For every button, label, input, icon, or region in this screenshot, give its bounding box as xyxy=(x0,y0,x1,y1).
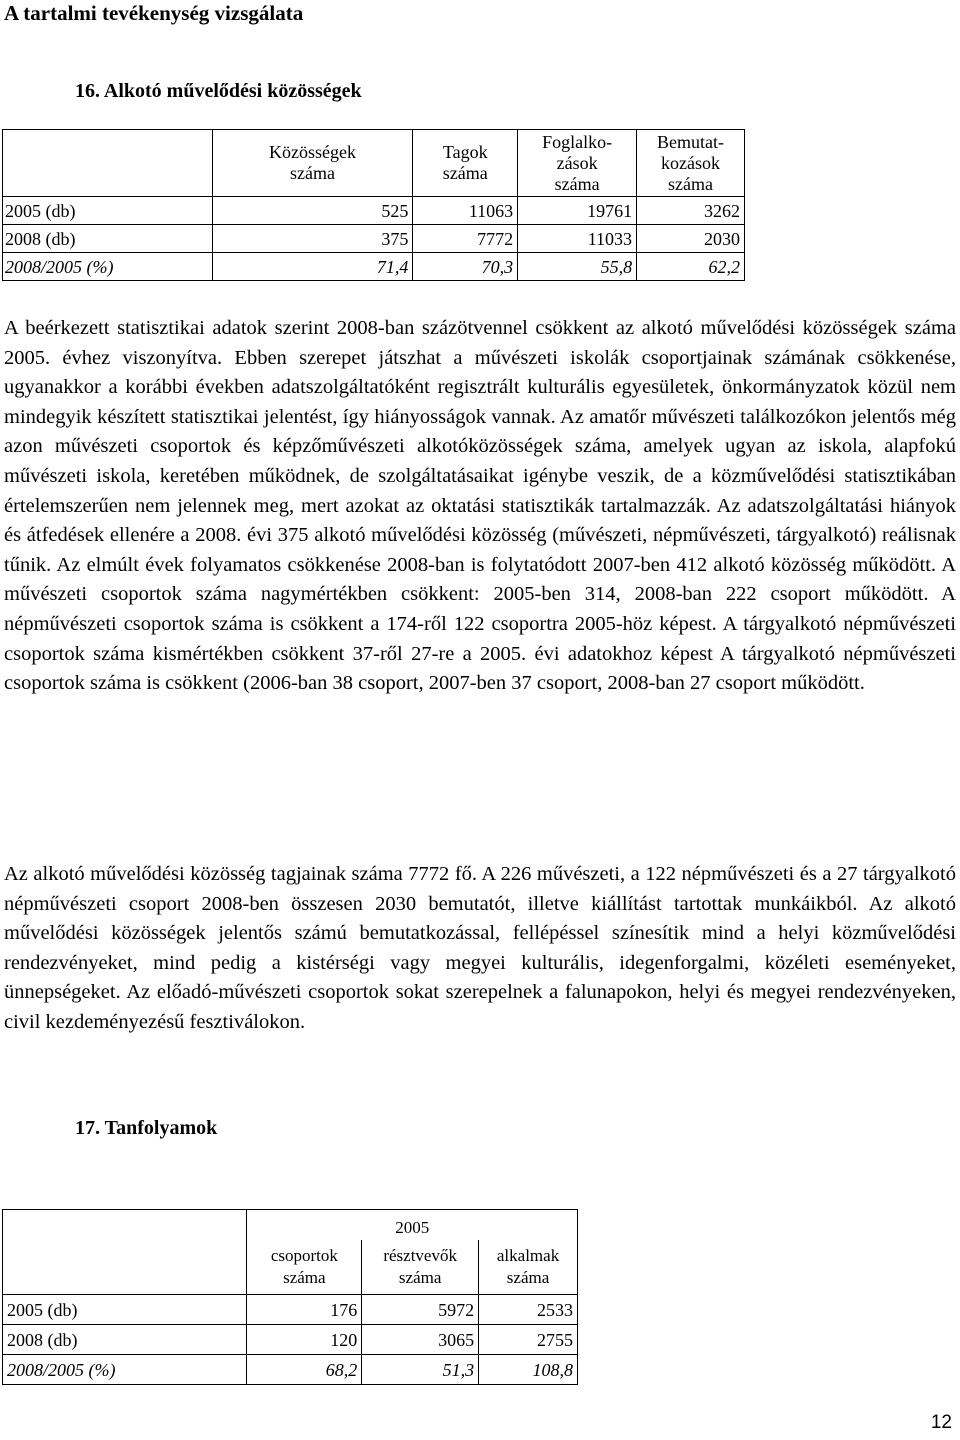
table-cell: 2533 xyxy=(479,1295,578,1325)
table-header-cell: Közösségek száma xyxy=(212,130,413,197)
table-cell: 19761 xyxy=(518,197,637,225)
table-row xyxy=(3,1295,578,1325)
table-cell: 375 xyxy=(212,225,413,253)
table-cell: 3065 xyxy=(362,1325,479,1355)
paragraph-text: Az alkotó művelődési közösség tagjainak száma 7772 fő. A 226 művészeti, a 122 népművészeti és a 27 tárgyalkotó népművészeti csoport 2008-ben összesen 2030 bemutatót, illetve kiállítást tartottak munkáikból. Az alkotó művelődési közösségek jelentős számú bemutatkozással, fellépéssel színesítik mind a helyi közművelődési rendezvényeket, mind pedig a kistérségi vagy megyei kulturális, idegenforgalmi, közéleti eseményeket, ünnepségeket. Az előadó-művészeti csoportok sokat szerepelnek a falunapokon, helyi és megyei rendezvényeken, civil kezdeményezésű fesztiválokon. xyxy=(4,863,956,1033)
body-paragraph-2 xyxy=(4,860,956,1038)
row-label: 2008/2005 (%) xyxy=(3,1355,247,1385)
table-header-cell: Foglalko- zások száma xyxy=(518,130,637,197)
table-row xyxy=(3,1325,578,1355)
table-row xyxy=(3,225,745,253)
table-header-row xyxy=(3,130,745,197)
table-header-cell: résztvevők száma xyxy=(362,1240,479,1295)
table-cell: 525 xyxy=(212,197,413,225)
year-header: 2005 xyxy=(247,1210,578,1241)
row-label: 2008 (db) xyxy=(3,1325,247,1355)
courses-table xyxy=(2,1209,578,1385)
table-cell: 11063 xyxy=(413,197,518,225)
table-row xyxy=(3,1355,578,1385)
section-title-tanfolyamok: 17. Tanfolyamok xyxy=(75,1117,218,1139)
table-cell: 68,2 xyxy=(247,1355,362,1385)
table-cell: 108,8 xyxy=(479,1355,578,1385)
table-header-cell: alkalmak száma xyxy=(479,1240,578,1295)
table-cell: 55,8 xyxy=(518,253,637,281)
table-cell: 3262 xyxy=(637,197,745,225)
row-label: 2005 (db) xyxy=(3,1295,247,1325)
page-header: A tartalmi tevékenység vizsgálata xyxy=(4,1,304,25)
section-title-alkoto-kozossegek: 16. Alkotó művelődési közösségek xyxy=(75,80,362,102)
table-cell: 120 xyxy=(247,1325,362,1355)
body-paragraph-1 xyxy=(4,314,956,699)
table-cell: 70,3 xyxy=(413,253,518,281)
paragraph-text: A beérkezett statisztikai adatok szerint 2008-ban százötvennel csökkent az alkotó művelődési közösségek száma 2005. évhez viszonyítva. Ebben szerepet játszhat a művészeti iskolák csoportjainak számának csökkenése, ugyanakkor a korábbi években adatszolgáltatóként regisztrált kulturális egyesületek, önkormányzatok közül nem mindegyik készített statisztikai jelentést, így hiányosságok vannak. Az amatőr művészeti találkozókon jelentős még azon művészeti csoportok és képzőművészeti alkotóközösségek száma, amelyek ugyan az iskola, alapfokú művészeti iskola, keretében működnek, de szolgáltatásaikat igénybe veszik, de a közművelődési statisztikában értelemszerűen nem jelennek meg, mert azokat az oktatási statisztikák tartalmazzák. Az adatszolgáltatási hiányok és átfedések ellenére a 2008. évi 375 alkotó művelődési közösség (művészeti, népművészeti, tárgyalkotó) reálisnak tűnik. Az elmúlt évek folyamatos csökkenése 2008-ban is folytatódott 2007-ben 412 alkotó közösség működött. A művészeti csoportok száma nagymértékben csökkent: 2005-ben 314, 2008-ban 222 csoport működött. A népművészeti csoportok száma is csökkent a 174-ről 122 csoportra 2005-höz képest. A tárgyalkotó népművészeti csoportok száma kismértékben csökkent 37-ről 27-re a 2005. évi adatokhoz képest A tárgyalkotó népművészeti csoportok száma is csökkent (2006-ban 38 csoport, 2007-ben 37 csoport, 2008-ban 27 csoport működött. xyxy=(4,317,956,695)
communities-table xyxy=(2,129,745,281)
row-label: 2008 (db) xyxy=(3,225,213,253)
table-cell: 176 xyxy=(247,1295,362,1325)
table-cell: 7772 xyxy=(413,225,518,253)
table-header-row xyxy=(3,1210,578,1241)
table-row xyxy=(3,197,745,225)
table-cell: 71,4 xyxy=(212,253,413,281)
table-cell: 2030 xyxy=(637,225,745,253)
table-header-cell: Bemutat- kozások száma xyxy=(637,130,745,197)
table-header-cell xyxy=(3,1210,247,1295)
table-cell: 5972 xyxy=(362,1295,479,1325)
row-label: 2005 (db) xyxy=(3,197,213,225)
table-cell: 11033 xyxy=(518,225,637,253)
table-cell: 62,2 xyxy=(637,253,745,281)
table-row xyxy=(3,253,745,281)
page-number: 12 xyxy=(930,1412,952,1433)
table-header-cell: Tagok száma xyxy=(413,130,518,197)
table-cell: 51,3 xyxy=(362,1355,479,1385)
table-cell: 2755 xyxy=(479,1325,578,1355)
row-label: 2008/2005 (%) xyxy=(3,253,213,281)
table-header-cell: csoportok száma xyxy=(247,1240,362,1295)
table-header-cell xyxy=(3,130,213,197)
